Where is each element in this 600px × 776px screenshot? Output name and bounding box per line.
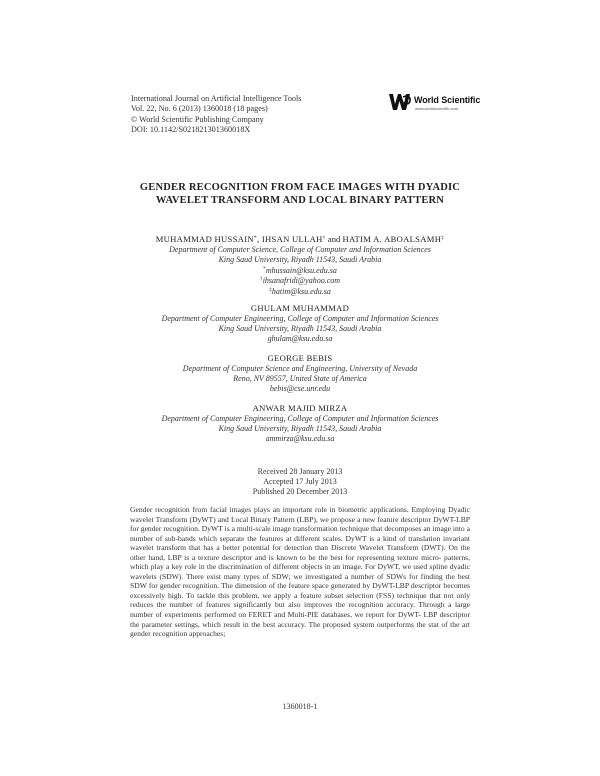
publisher-name: World Scientific [414, 95, 481, 105]
email-text: ihsanafridi@yahoo.com [262, 276, 341, 286]
abstract-text: Gender recognition from facial images plays an important role in biometric applications. Employing Dyadic wavelet Transform (DyWT) and Local Binary Pattern (LBP), we propose a new feature descriptor DyWT-LBP for gender recognition. DyWT is a multi-scale image transformation technique that decomposes an image into a number of sub-bands which separate the features at different scales. DyWT is a kind of translation invariant wavelet transform that has a better potential for detection than Discrete Wavelet Transform (DWT). On the other hand, LBP is a texture descriptor and is known to be the best for representing texture micro- patterns, which play a key role in the discrimination of different objects in an image. For DyWT, we used spline dyadic wavelets (SDW). There exist many types of SDW; we investigated a number of SDWs for finding the best SDW for gender recognition. The dimension of the feature space generated by DyWT-LBP descriptor becomes excessively high. To tackle this problem, we apply a feature subset selection (FSS) technique that not only reduces the number of features significantly but also improves the recognition accuracy. Through a large number of experiments performed on FERET and Multi-PIE databases, we report for DyWT- LBP descriptor the parameter settings, which result in the best accuracy. The proposed system outperforms the stat of the art gender recognition approaches; [130, 505, 470, 639]
author-group-2 [110, 302, 490, 343]
author-email[interactable] [110, 275, 490, 286]
email-mark: * [263, 265, 266, 272]
author-name: IHSAN ULLAH [261, 234, 323, 244]
email-text: mhussain@ksu.edu.sa [265, 265, 337, 275]
paper-title [100, 181, 500, 207]
journal-name: International Journal on Artificial Intelligence Tools [131, 94, 302, 103]
publication-dates [200, 467, 400, 498]
author-email[interactable]: ghulam@ksu.edu.sa [267, 333, 333, 343]
accepted-date: Accepted 17 July 2013 [263, 477, 337, 487]
author-mark: † [322, 235, 326, 241]
affiliation-line: Reno, NV 89557, United State of America [233, 373, 367, 383]
author-name: MUHAMMAD HUSSAIN [155, 234, 254, 244]
affiliation-line: Department of Computer Science and Engineering, University of Nevada [182, 364, 418, 373]
author-name: HATIM A. ABOALSAMH [342, 234, 442, 244]
published-date: Published 20 December 2013 [252, 487, 348, 497]
author-email[interactable]: ammirza@ksu.edu.sa [265, 433, 335, 443]
author-separator: and [325, 234, 343, 244]
author-email[interactable] [110, 265, 490, 276]
author-group-3 [110, 352, 490, 393]
publisher-logo [388, 92, 488, 114]
affiliation-line: Department of Computer Engineering, College of Computer and Information Sciences [161, 314, 439, 323]
author-group-4 [110, 402, 490, 443]
author-mark: * [253, 235, 257, 241]
title-line-1: GENDER RECOGNITION FROM FACE IMAGES WITH DYADIC [139, 182, 461, 193]
affiliation-line: Department of Computer Engineering, College of Computer and Information Sciences [161, 414, 439, 423]
author-group-1 [110, 232, 490, 297]
email-text: hatim@ksu.edu.sa [271, 287, 331, 297]
journal-volume: Vol. 22, No. 6 (2013) 1360018 (18 pages) [131, 104, 268, 114]
publisher-url: www.worldscientific.com [415, 106, 459, 111]
page-number: 1360018-1 [282, 702, 318, 711]
affiliation-line: King Saud University, Riyadh 11543, Saudi Arabia [218, 254, 382, 264]
author-separator: , [256, 234, 262, 244]
publisher-logo-icon [388, 92, 412, 112]
journal-info [131, 94, 301, 136]
email-mark: † [259, 276, 263, 283]
email-mark: ‡ [269, 287, 272, 294]
author-name: ANWAR MAJID MIRZA [252, 403, 348, 413]
author-email[interactable]: bebis@cse.unr.edu [269, 383, 331, 393]
title-line-2: WAVELET TRANSFORM AND LOCAL BINARY PATTERN [155, 195, 445, 206]
affiliation-line: King Saud University, Riyadh 11543, Saudi Arabia [218, 323, 382, 333]
author-mark: ‡ [441, 235, 445, 241]
received-date: Received 28 January 2013 [257, 467, 343, 476]
author-names-1 [110, 232, 490, 245]
affiliation-line: Department of Computer Science, College of Computer and Information Sciences [169, 245, 431, 254]
author-name: GHULAM MUHAMMAD [250, 303, 350, 313]
journal-copyright: © World Scientific Publishing Company [131, 114, 264, 124]
author-email[interactable] [110, 286, 490, 297]
journal-doi: DOI: 10.1142/S021821301360018X [131, 125, 251, 135]
author-name: GEORGE BEBIS [267, 353, 333, 363]
affiliation-line: King Saud University, Riyadh 11543, Saudi Arabia [218, 423, 382, 433]
